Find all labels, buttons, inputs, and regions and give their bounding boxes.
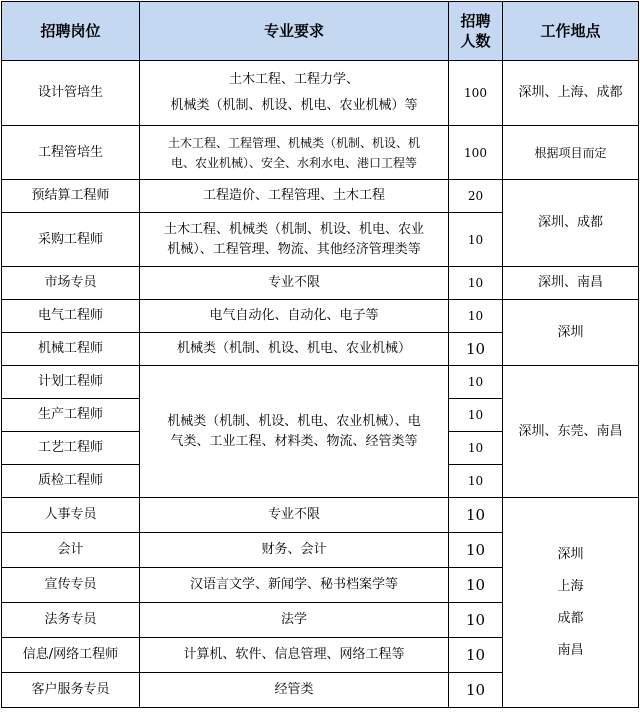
cell-location-merged: 深圳	[503, 300, 639, 366]
cell-count: 100	[449, 126, 503, 180]
cell-position: 质检工程师	[2, 465, 140, 498]
header-count-line1: 招聘	[460, 12, 491, 30]
cell-position: 宣传专员	[2, 568, 140, 603]
cell-position: 人事专员	[2, 498, 140, 533]
requirement-line: 机械类（机制、机设、机电、农业机械）等	[170, 98, 418, 113]
cell-position: 计划工程师	[2, 366, 140, 399]
table-row	[2, 61, 639, 126]
cell-location-merged: 深圳、成都	[503, 180, 639, 267]
cell-requirement: 经管类	[140, 673, 449, 708]
cell-count: 100	[449, 61, 503, 126]
cell-position: 会计	[2, 533, 140, 568]
cell-requirement	[140, 61, 449, 126]
cell-position: 生产工程师	[2, 399, 140, 432]
cell-location-merged: 深圳、东莞、南昌	[503, 366, 639, 498]
requirement-line: 土木工程、工程管理、机械类（机制、机设、机	[167, 135, 420, 150]
table-row	[2, 300, 639, 333]
header-row	[2, 2, 639, 61]
location-line: 南昌	[557, 642, 584, 658]
cell-count: 10	[449, 213, 503, 267]
cell-requirement: 计算机、软件、信息管理、网络工程等	[140, 638, 449, 673]
cell-requirement: 财务、会计	[140, 533, 449, 568]
table-row	[2, 267, 639, 300]
location-line: 成都	[557, 610, 584, 626]
requirement-line: 气类、工业工程、材料类、物流、经管类等	[170, 433, 418, 449]
cell-count: 10	[449, 673, 503, 708]
table-row	[2, 498, 639, 533]
table-row	[2, 366, 639, 399]
cell-count: 20	[449, 180, 503, 213]
cell-position: 机械工程师	[2, 333, 140, 366]
cell-position: 工程管培生	[2, 126, 140, 180]
cell-position: 信息/网络工程师	[2, 638, 140, 673]
cell-count: 10	[449, 603, 503, 638]
cell-location: 深圳、南昌	[503, 267, 639, 300]
cell-count: 10	[449, 399, 503, 432]
cell-position: 客户服务专员	[2, 673, 140, 708]
cell-position: 电气工程师	[2, 300, 140, 333]
cell-location: 根据项目而定	[503, 126, 639, 180]
cell-requirement-merged	[140, 366, 449, 498]
cell-position: 法务专员	[2, 603, 140, 638]
cell-requirement: 汉语言文学、新闻学、秘书档案学等	[140, 568, 449, 603]
cell-position: 采购工程师	[2, 213, 140, 267]
header-position: 招聘岗位	[2, 2, 140, 61]
cell-requirement: 专业不限	[140, 498, 449, 533]
cell-requirement: 机械类（机制、机设、机电、农业机械）	[140, 333, 449, 366]
table-row	[2, 180, 639, 213]
cell-count: 10	[449, 568, 503, 603]
cell-count: 10	[449, 432, 503, 465]
cell-position: 预结算工程师	[2, 180, 140, 213]
cell-position: 设计管培生	[2, 61, 140, 126]
header-requirement: 专业要求	[140, 2, 449, 61]
cell-position: 工艺工程师	[2, 432, 140, 465]
requirement-line: 土木工程、工程力学、	[228, 72, 359, 87]
cell-count: 10	[449, 465, 503, 498]
cell-count: 10	[449, 638, 503, 673]
requirement-line: 机械）、工程管理、物流、其他经济管理类等	[167, 241, 421, 257]
cell-count: 10	[449, 300, 503, 333]
cell-requirement	[140, 213, 449, 267]
cell-location-merged	[503, 498, 639, 708]
cell-count: 10	[449, 498, 503, 533]
cell-count: 10	[449, 366, 503, 399]
cell-requirement: 法学	[140, 603, 449, 638]
recruitment-table	[1, 1, 639, 708]
cell-count: 10	[449, 267, 503, 300]
requirement-line: 土木工程、机械类（机制、机设、机电、农业	[163, 221, 424, 237]
cell-count: 10	[449, 533, 503, 568]
cell-position: 市场专员	[2, 267, 140, 300]
cell-requirement: 电气自动化、自动化、电子等	[140, 300, 449, 333]
header-count	[449, 2, 503, 61]
header-location: 工作地点	[503, 2, 639, 61]
cell-requirement: 工程造价、工程管理、土木工程	[140, 180, 449, 213]
requirement-line: 电、农业机械）、安全、水利水电、港口工程等	[170, 155, 417, 170]
location-line: 深圳	[557, 546, 584, 562]
header-count-line2: 人数	[460, 32, 491, 50]
requirement-line: 机械类（机制、机设、机电、农业机械）、电	[167, 413, 421, 429]
table-row	[2, 126, 639, 180]
cell-location: 深圳、上海、成都	[503, 61, 639, 126]
cell-count: 10	[449, 333, 503, 366]
cell-requirement: 专业不限	[140, 267, 449, 300]
location-line: 上海	[557, 578, 584, 594]
cell-requirement	[140, 126, 449, 180]
